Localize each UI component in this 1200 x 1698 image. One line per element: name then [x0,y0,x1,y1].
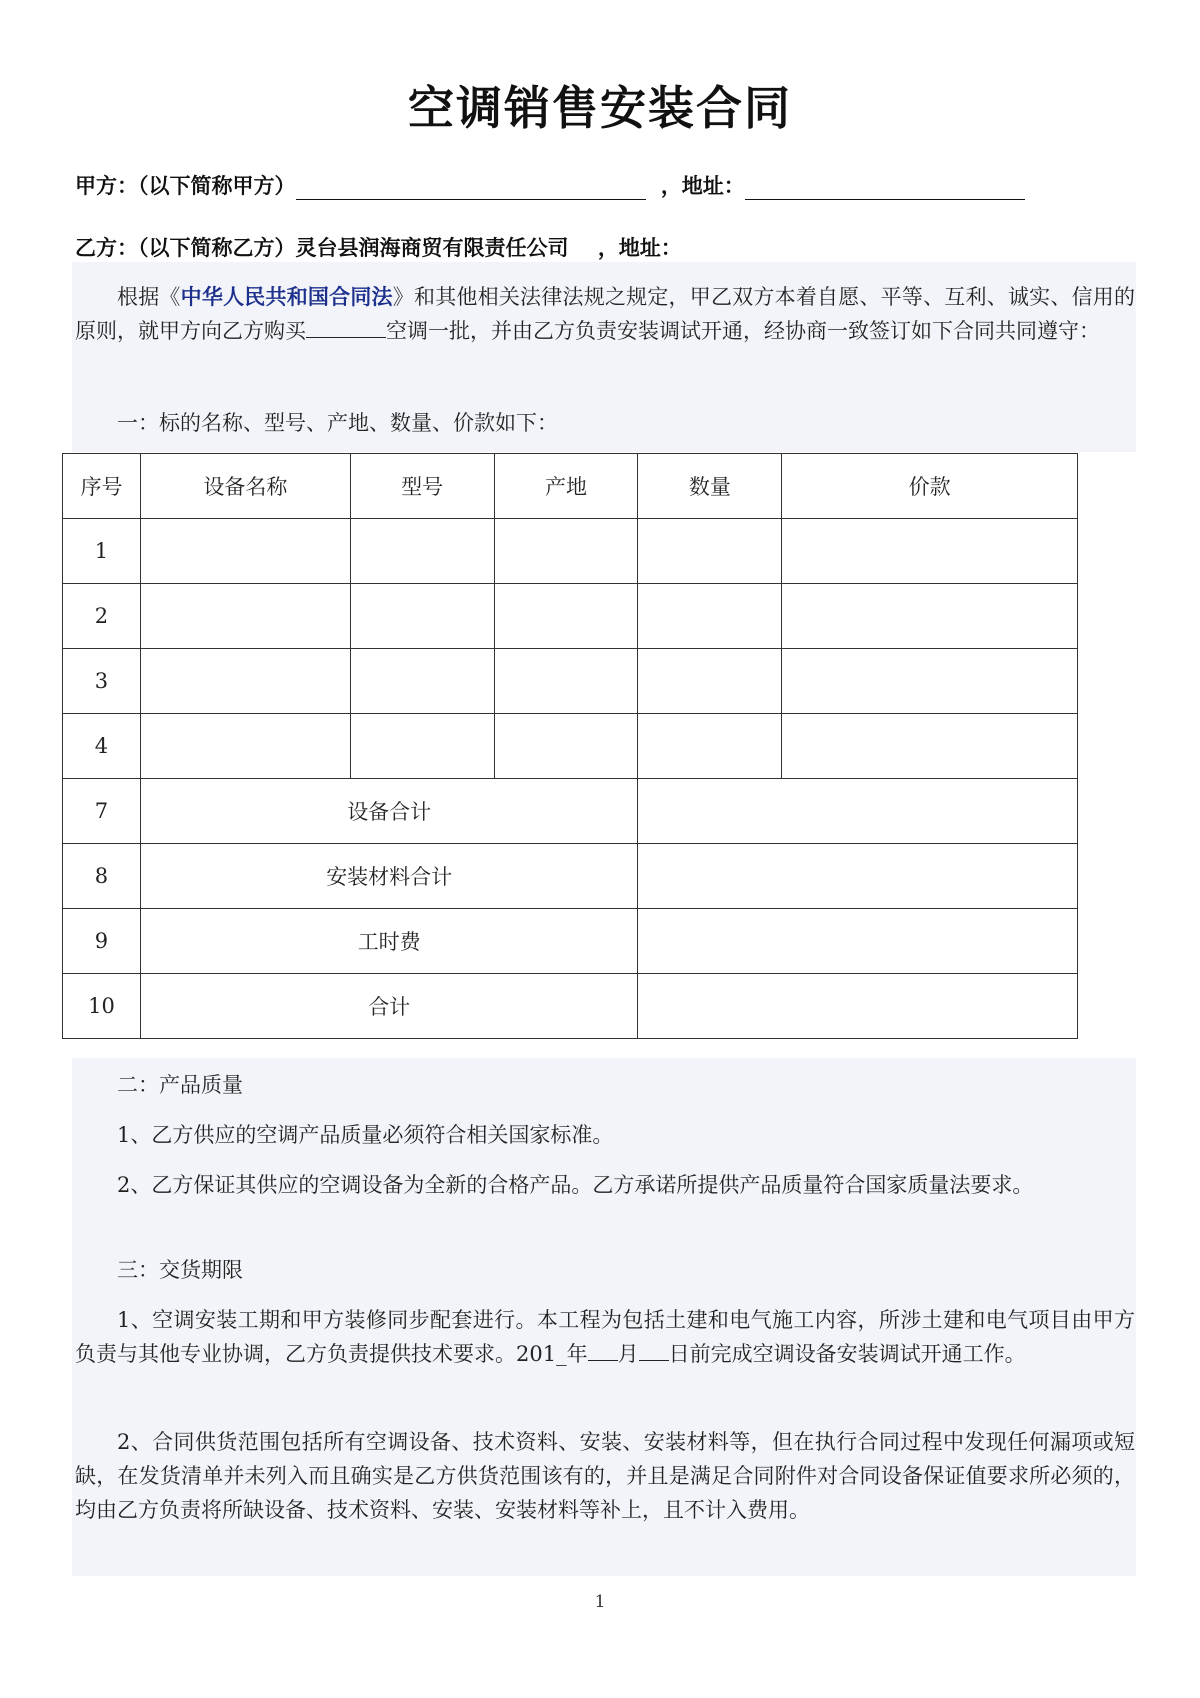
table-row [63,519,1078,584]
cell-model[interactable] [350,584,494,649]
law-name: 中华人民共和国合同法 [180,285,393,309]
section1-heading: 一：标的名称、型号、产地、数量、价款如下： [117,411,558,435]
summary-row-materials [63,844,1078,909]
row-number: 7 [63,779,141,844]
cell-model[interactable] [350,519,494,584]
cell-quantity[interactable] [638,714,782,779]
section2-item-2: 2、乙方保证其供应的空调设备为全新的合格产品。乙方承诺所提供产品质量符合国家质量法要求。 [117,1173,1034,1197]
party-b-name: 灵台县润海商贸有限责任公司 [296,232,583,263]
header-quantity: 数量 [638,454,782,519]
section3-item-1-text-2: 日前完成空调设备安装调试开通工作。 [668,1342,1026,1366]
party-b-label: 乙方：（以下简称乙方） [75,236,296,260]
header-serial: 序号 [63,454,141,519]
summary-value[interactable] [638,974,1078,1039]
section3-item-1-month: 月 [617,1342,639,1366]
cell-origin[interactable] [494,519,638,584]
header-price: 价款 [782,454,1078,519]
cell-device-name[interactable] [140,519,350,584]
row-number: 8 [63,844,141,909]
summary-label: 合计 [140,974,638,1039]
party-b-address-label: ，地址： [597,236,682,260]
row-number: 2 [63,584,141,649]
brand-blank[interactable] [306,315,386,338]
cell-device-name[interactable] [140,649,350,714]
document-title: 空调销售安装合同 [408,81,792,135]
section2-heading: 二：产品质量 [117,1073,243,1097]
day-blank[interactable] [639,1340,669,1361]
header-device-name: 设备名称 [140,454,350,519]
section3-item-1 [75,1303,1135,1371]
cell-price[interactable] [782,519,1078,584]
summary-row-labor [63,909,1078,974]
summary-value[interactable] [638,909,1078,974]
table-row [63,649,1078,714]
party-a-name-blank[interactable] [296,173,646,200]
header-origin: 产地 [494,454,638,519]
cell-price[interactable] [782,649,1078,714]
cell-origin[interactable] [494,649,638,714]
cell-price[interactable] [782,714,1078,779]
row-number: 3 [63,649,141,714]
section2-item-1: 1、乙方供应的空调产品质量必须符合相关国家标准。 [117,1123,614,1147]
cell-quantity[interactable] [638,584,782,649]
party-a-line [75,170,1025,200]
cell-device-name[interactable] [140,584,350,649]
table-header-row [63,454,1078,519]
cell-model[interactable] [350,649,494,714]
section3-item-1-text-1: 1、空调安装工期和甲方装修同步配套进行。本工程为包括土建和电气施工内容，所涉土建和电气项目由甲方负责与其他专业协调，乙方负责提供技术要求。201_年 [75,1308,1135,1366]
month-blank[interactable] [588,1340,618,1361]
cell-quantity[interactable] [638,649,782,714]
cell-origin[interactable] [494,714,638,779]
section3-heading: 三：交货期限 [117,1258,243,1282]
summary-label: 工时费 [140,909,638,974]
cell-model[interactable] [350,714,494,779]
goods-table [62,453,1078,1039]
cell-price[interactable] [782,584,1078,649]
party-b-line [75,232,962,263]
row-number: 9 [63,909,141,974]
summary-value[interactable] [638,844,1078,909]
header-model: 型号 [350,454,494,519]
section3-item-2: 2、合同供货范围包括所有空调设备、技术资料、安装、安装材料等，但在执行合同过程中发现任何漏项或短缺，在发货清单并未列入而且确实是乙方供货范围该有的，并且是满足合同附件对合同设备保证值要求所必须的，均由乙方负责将所缺设备、技术资料、安装、安装材料等补上，且不计入费用。 [75,1430,1135,1522]
party-a-address-label: ，地址： [660,174,745,198]
summary-row-total [63,974,1078,1039]
row-number: 4 [63,714,141,779]
intro-paragraph [75,280,1135,348]
intro-text-3: 空调一批，并由乙方负责安装调试开通，经协商一致签订如下合同共同遵守： [386,319,1100,343]
party-b-address-blank[interactable] [682,236,962,263]
party-a-address-blank[interactable] [745,173,1025,200]
table-row [63,714,1078,779]
table-row [63,584,1078,649]
summary-label: 安装材料合计 [140,844,638,909]
summary-row-equipment [63,779,1078,844]
row-number: 10 [63,974,141,1039]
cell-origin[interactable] [494,584,638,649]
summary-label: 设备合计 [140,779,638,844]
party-a-label: 甲方：（以下简称甲方） [75,174,296,198]
summary-value[interactable] [638,779,1078,844]
intro-text-1: 根据《 [117,285,181,309]
cell-quantity[interactable] [638,519,782,584]
row-number: 1 [63,519,141,584]
page-number: 1 [594,1592,606,1612]
cell-device-name[interactable] [140,714,350,779]
intro-text-2: 》和其他相关法律法规之规定，甲乙双方本着自愿、平等、互利、诚实、信用的原则，就甲方向乙方购买 [75,285,1136,343]
